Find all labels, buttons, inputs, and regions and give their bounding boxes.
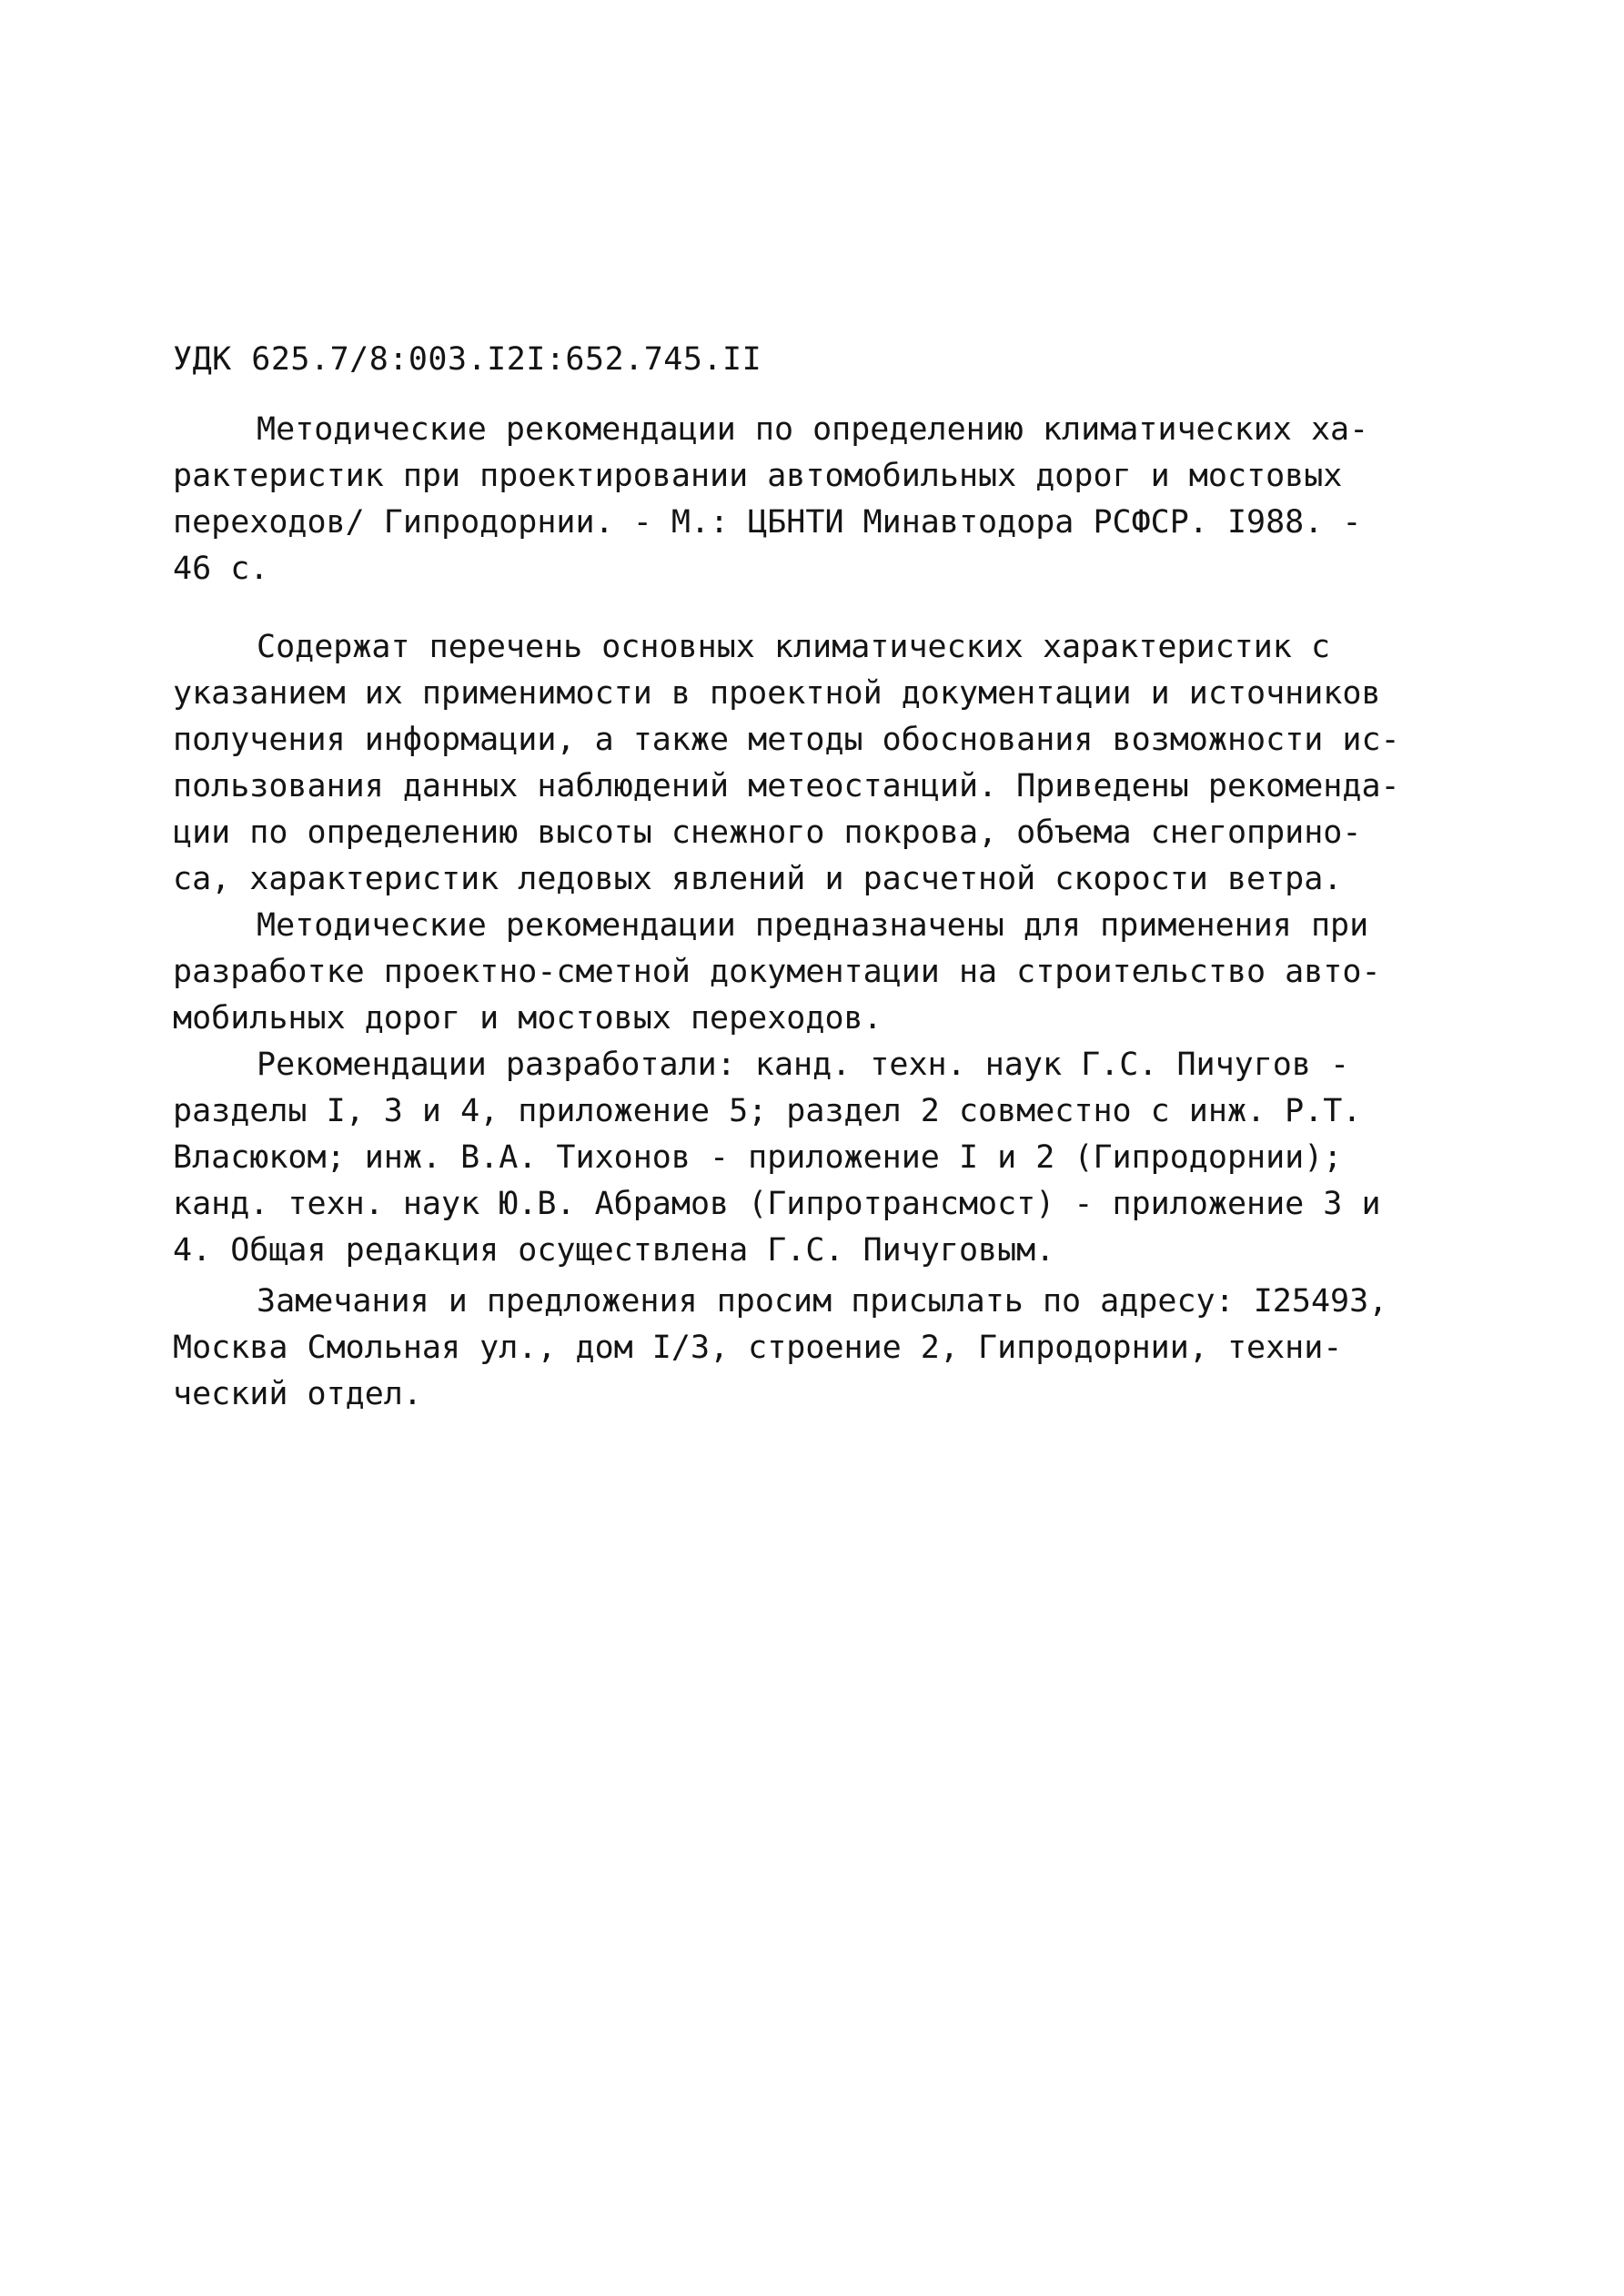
- bibliographic-line: переходов/ Гипродорнии. - М.: ЦБНТИ Минавтодора РСФСР. I988. -: [173, 504, 1362, 541]
- abstract-line: получения информации, а также методы обоснования возможности ис-: [173, 722, 1400, 758]
- abstract-text: [173, 624, 1400, 1274]
- abstract-line: Методические рекомендации предназначены для применения при: [257, 907, 1369, 944]
- abstract-line: са, характеристик ледовых явлений и расчетной скорости ветра.: [173, 861, 1343, 897]
- bibliographic-line: 46 с.: [173, 551, 269, 587]
- abstract-line: разделы I, 3 и 4, приложение 5; раздел 2 совместно с инж. Р.Т.: [173, 1093, 1362, 1129]
- abstract-line: Содержат перечень основных климатических характеристик с: [257, 629, 1331, 665]
- remarks-address: [173, 1279, 1388, 1418]
- remarks-line: Замечания и предложения просим присылать по адресу: I25493,: [257, 1283, 1388, 1320]
- udk-code: УДК 625.7/8:003.I2I:652.745.II: [173, 341, 762, 378]
- abstract-line: Рекомендации разработали: канд. техн. наук Г.С. Пичугов -: [257, 1047, 1350, 1083]
- abstract-line: 4. Общая редакция осуществлена Г.С. Пичуговым.: [173, 1232, 1055, 1269]
- abstract-line: разработке проектно-сметной документации на строительство авто-: [173, 954, 1381, 990]
- bibliographic-line: рактеристик при проектировании автомобильных дорог и мостовых: [173, 458, 1343, 494]
- abstract-line: мобильных дорог и мостовых переходов.: [173, 1000, 883, 1037]
- bibliographic-description: [173, 407, 1369, 592]
- bibliographic-line: Методические рекомендации по определению климатических ха-: [257, 411, 1369, 448]
- abstract-line: указанием их применимости в проектной документации и источников: [173, 675, 1381, 712]
- abstract-line: пользования данных наблюдений метеостанций. Приведены рекоменда-: [173, 768, 1400, 804]
- abstract-line: канд. техн. наук Ю.В. Абрамов (Гипротрансмост) - приложение 3 и: [173, 1186, 1381, 1222]
- abstract-line: Власюком; инж. В.А. Тихонов - приложение I и 2 (Гипродорнии);: [173, 1139, 1343, 1176]
- remarks-line: Москва Смольная ул., дом I/3, строение 2, Гипродорнии, техни-: [173, 1330, 1343, 1366]
- abstract-line: ции по определению высоты снежного покрова, объема снегоприно-: [173, 814, 1362, 851]
- remarks-line: ческий отдел.: [173, 1376, 422, 1412]
